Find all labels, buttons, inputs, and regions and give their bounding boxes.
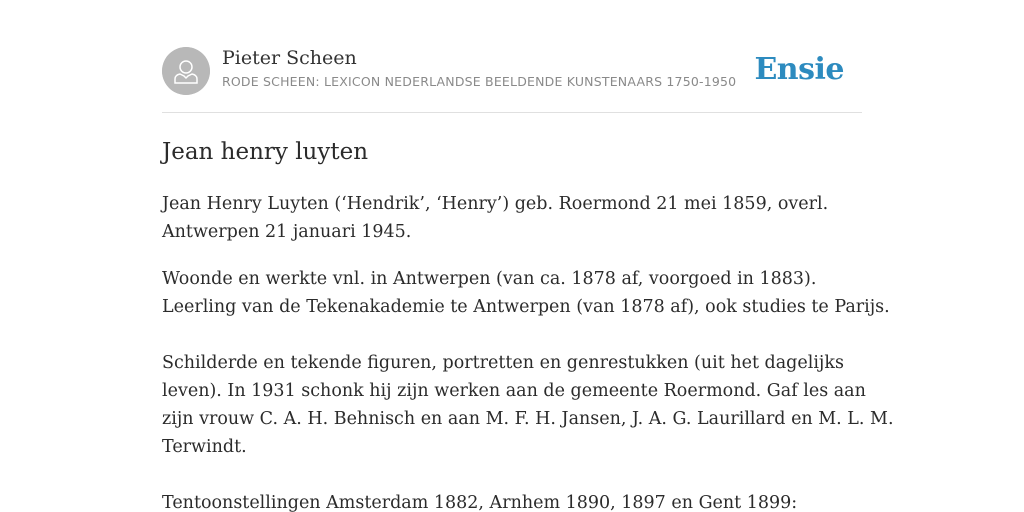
text-line: Antwerpen 21 januari 1945. [162, 222, 412, 242]
text-line: Tentoonstellingen Amsterdam 1882, Arnhem 1890, 1897 en Gent 1899: [162, 493, 798, 512]
user-icon[interactable] [162, 47, 210, 95]
text-line: Terwindt. [162, 437, 247, 457]
article-header [162, 46, 862, 96]
header-divider [162, 112, 862, 113]
text-line: Woonde en werkte vnl. in Antwerpen (van ca. 1878 af, voorgoed in 1883). [162, 269, 817, 289]
article-body [162, 190, 894, 512]
paragraph-birth [162, 190, 862, 246]
author-name[interactable]: Pieter Scheen [222, 47, 357, 69]
paragraph-residence [162, 265, 890, 321]
text-line: Schilderde en tekende figuren, portretten en genrestukken (uit het dagelijks [162, 353, 844, 373]
paragraph-exhibitions [162, 489, 862, 512]
text-line: Jean Henry Luyten (‘Hendrik’, ‘Henry’) geb. Roermond 21 mei 1859, overl. [162, 194, 829, 214]
text-line: leven). In 1931 schonk hij zijn werken aan de gemeente Roermond. Gaf les aan [162, 381, 866, 401]
text-line: zijn vrouw C. A. H. Behnisch en aan M. F. H. Jansen, J. A. G. Laurillard en M. L. M. [162, 409, 894, 429]
source-title[interactable]: RODE SCHEEN: LEXICON NEDERLANDSE BEELDENDE KUNSTENAARS 1750-1950 [222, 74, 737, 89]
text-line: Leerling van de Tekenakademie te Antwerpen (van 1878 af), ook studies te Parijs. [162, 297, 890, 317]
paragraph-work [162, 349, 894, 461]
ensie-logo[interactable]: Ensie [754, 52, 844, 87]
article-title: Jean henry luyten [162, 139, 369, 165]
